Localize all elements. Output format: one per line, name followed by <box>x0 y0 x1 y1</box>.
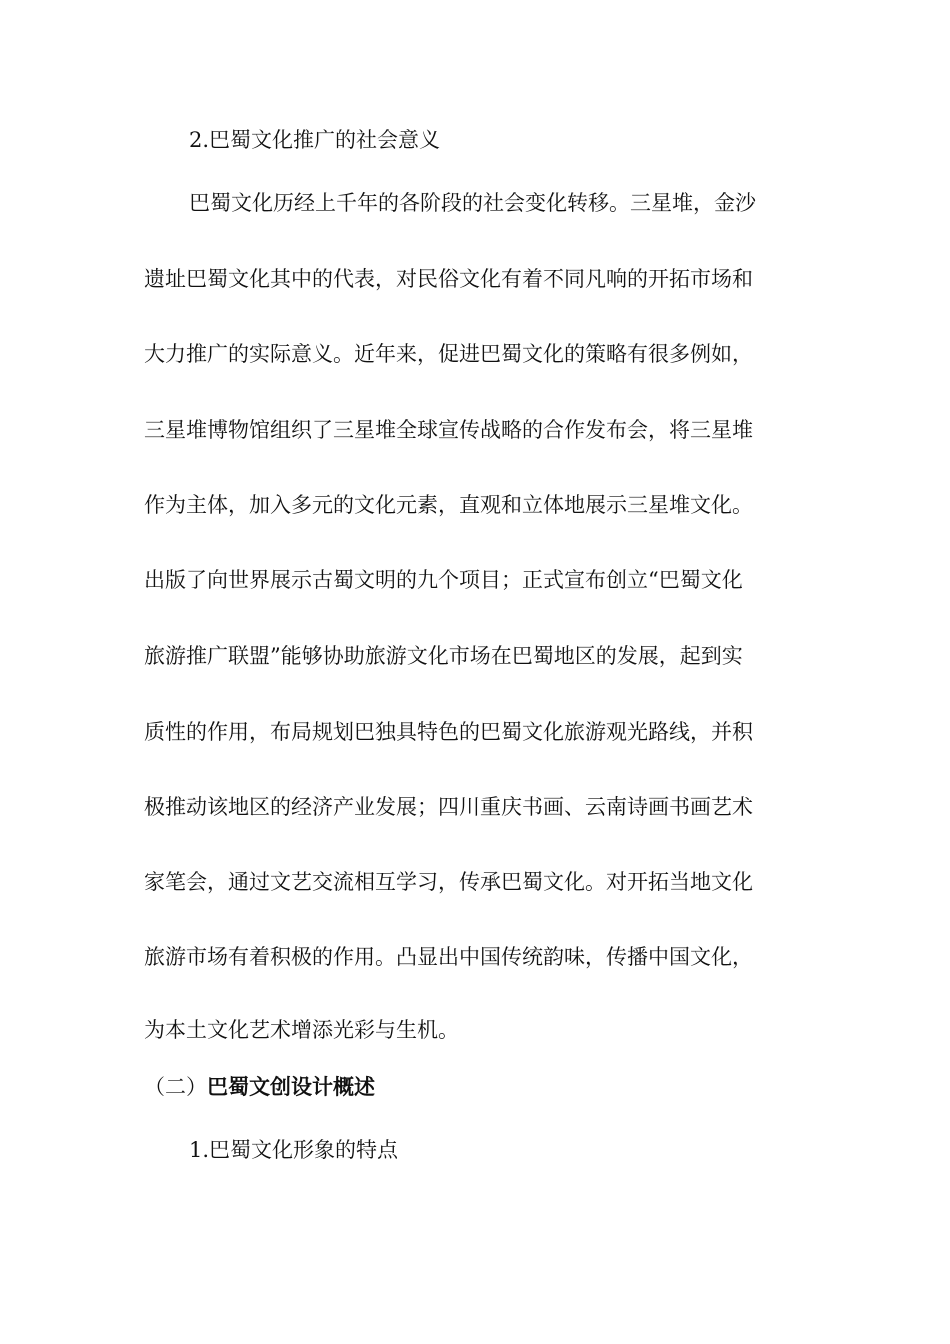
paragraph-line: 出版了向世界展示古蜀文明的九个项目；正式宣布创立“巴蜀文化 <box>144 568 743 592</box>
paragraph-line: 作为主体，加入多元的文化元素，直观和立体地展示三星堆文化。 <box>144 493 753 517</box>
paragraph-line: 家笔会，通过文艺交流相互学习，传承巴蜀文化。对开拓当地文化 <box>144 870 753 894</box>
section-heading <box>144 1071 375 1103</box>
paragraph-line: 极推动该地区的经济产业发展；四川重庆书画、云南诗画书画艺术 <box>144 795 753 819</box>
subsection-heading-1: 1.巴蜀文化形象的特点 <box>189 1138 399 1162</box>
section-title: 巴蜀文创设计概述 <box>207 1075 375 1099</box>
paragraph-line: 大力推广的实际意义。近年来，促进巴蜀文化的策略有很多例如， <box>144 342 753 366</box>
paragraph-line: 旅游推广联盟”能够协助旅游文化市场在巴蜀地区的发展，起到实 <box>144 644 743 668</box>
paragraph-line: 遗址巴蜀文化其中的代表，对民俗文化有着不同凡响的开拓市场和 <box>144 267 753 291</box>
subsection-heading-2: 2.巴蜀文化推广的社会意义 <box>189 128 441 152</box>
paragraph-line: 三星堆博物馆组织了三星堆全球宣传战略的合作发布会，将三星堆 <box>144 418 753 442</box>
paragraph-line: 为本土文化艺术增添光彩与生机。 <box>144 1018 459 1042</box>
paragraph-line: 巴蜀文化历经上千年的各阶段的社会变化转移。三星堆，金沙 <box>189 191 756 215</box>
paragraph-line: 质性的作用，布局规划巴独具特色的巴蜀文化旅游观光路线，并积 <box>144 720 753 744</box>
paragraph-line: 旅游市场有着积极的作用。凸显出中国传统韵味，传播中国文化， <box>144 945 753 969</box>
section-number: （二） <box>144 1075 207 1099</box>
